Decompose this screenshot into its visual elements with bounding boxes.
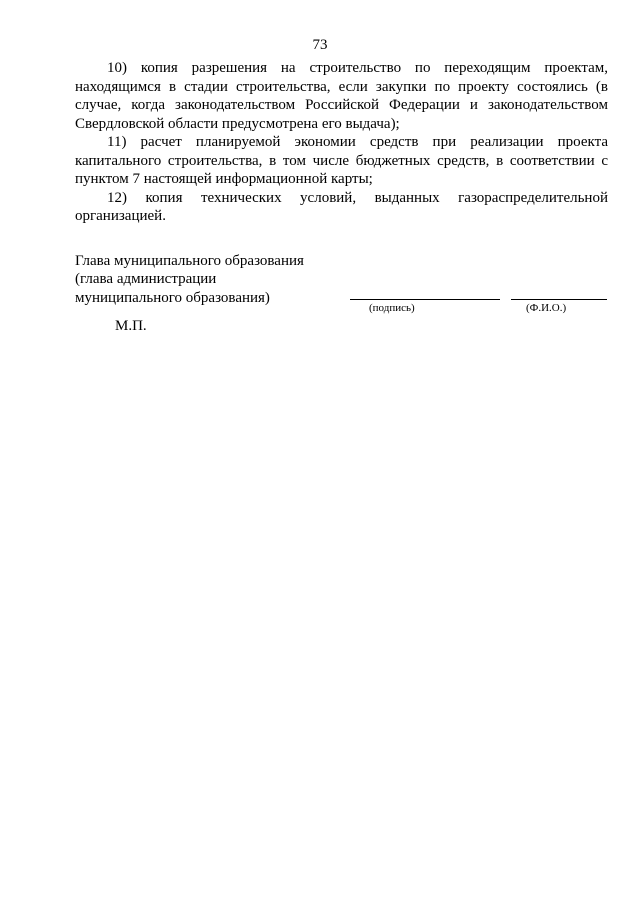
name-line [511,299,607,300]
list-item-11: 11) расчет планируемой экономии средств при реализации проекта капитального строительства, в том числе бюджетных средств, в соответствии с пунктом 7 настоящей информационной карты; [75,134,608,187]
document-body [75,59,608,226]
signatory-title-line-2: (глава администрации [75,271,217,288]
name-caption: (Ф.И.О.) [526,302,567,314]
list-item-12: 12) копия технических условий, выданных газораспределительной организацией. [75,189,608,224]
stamp-placeholder: М.П. [115,318,147,334]
signatory-title-line-3: муниципального образования) [75,289,270,306]
list-item-10: 10) копия разрешения на строительство по переходящим проектам, находящимся в стадии строительства, если закупки по проекту состоялись (в случае, когда законодательством Российской Федерации и законодательством Свердловской области предусмотрена его выдача); [75,60,608,132]
signature-caption: (подпись) [369,302,415,314]
signatory-title-line-1: Глава муниципального образования [75,253,304,269]
signature-line [350,299,500,300]
page-number: 73 [312,37,328,53]
signature-block [75,252,610,314]
